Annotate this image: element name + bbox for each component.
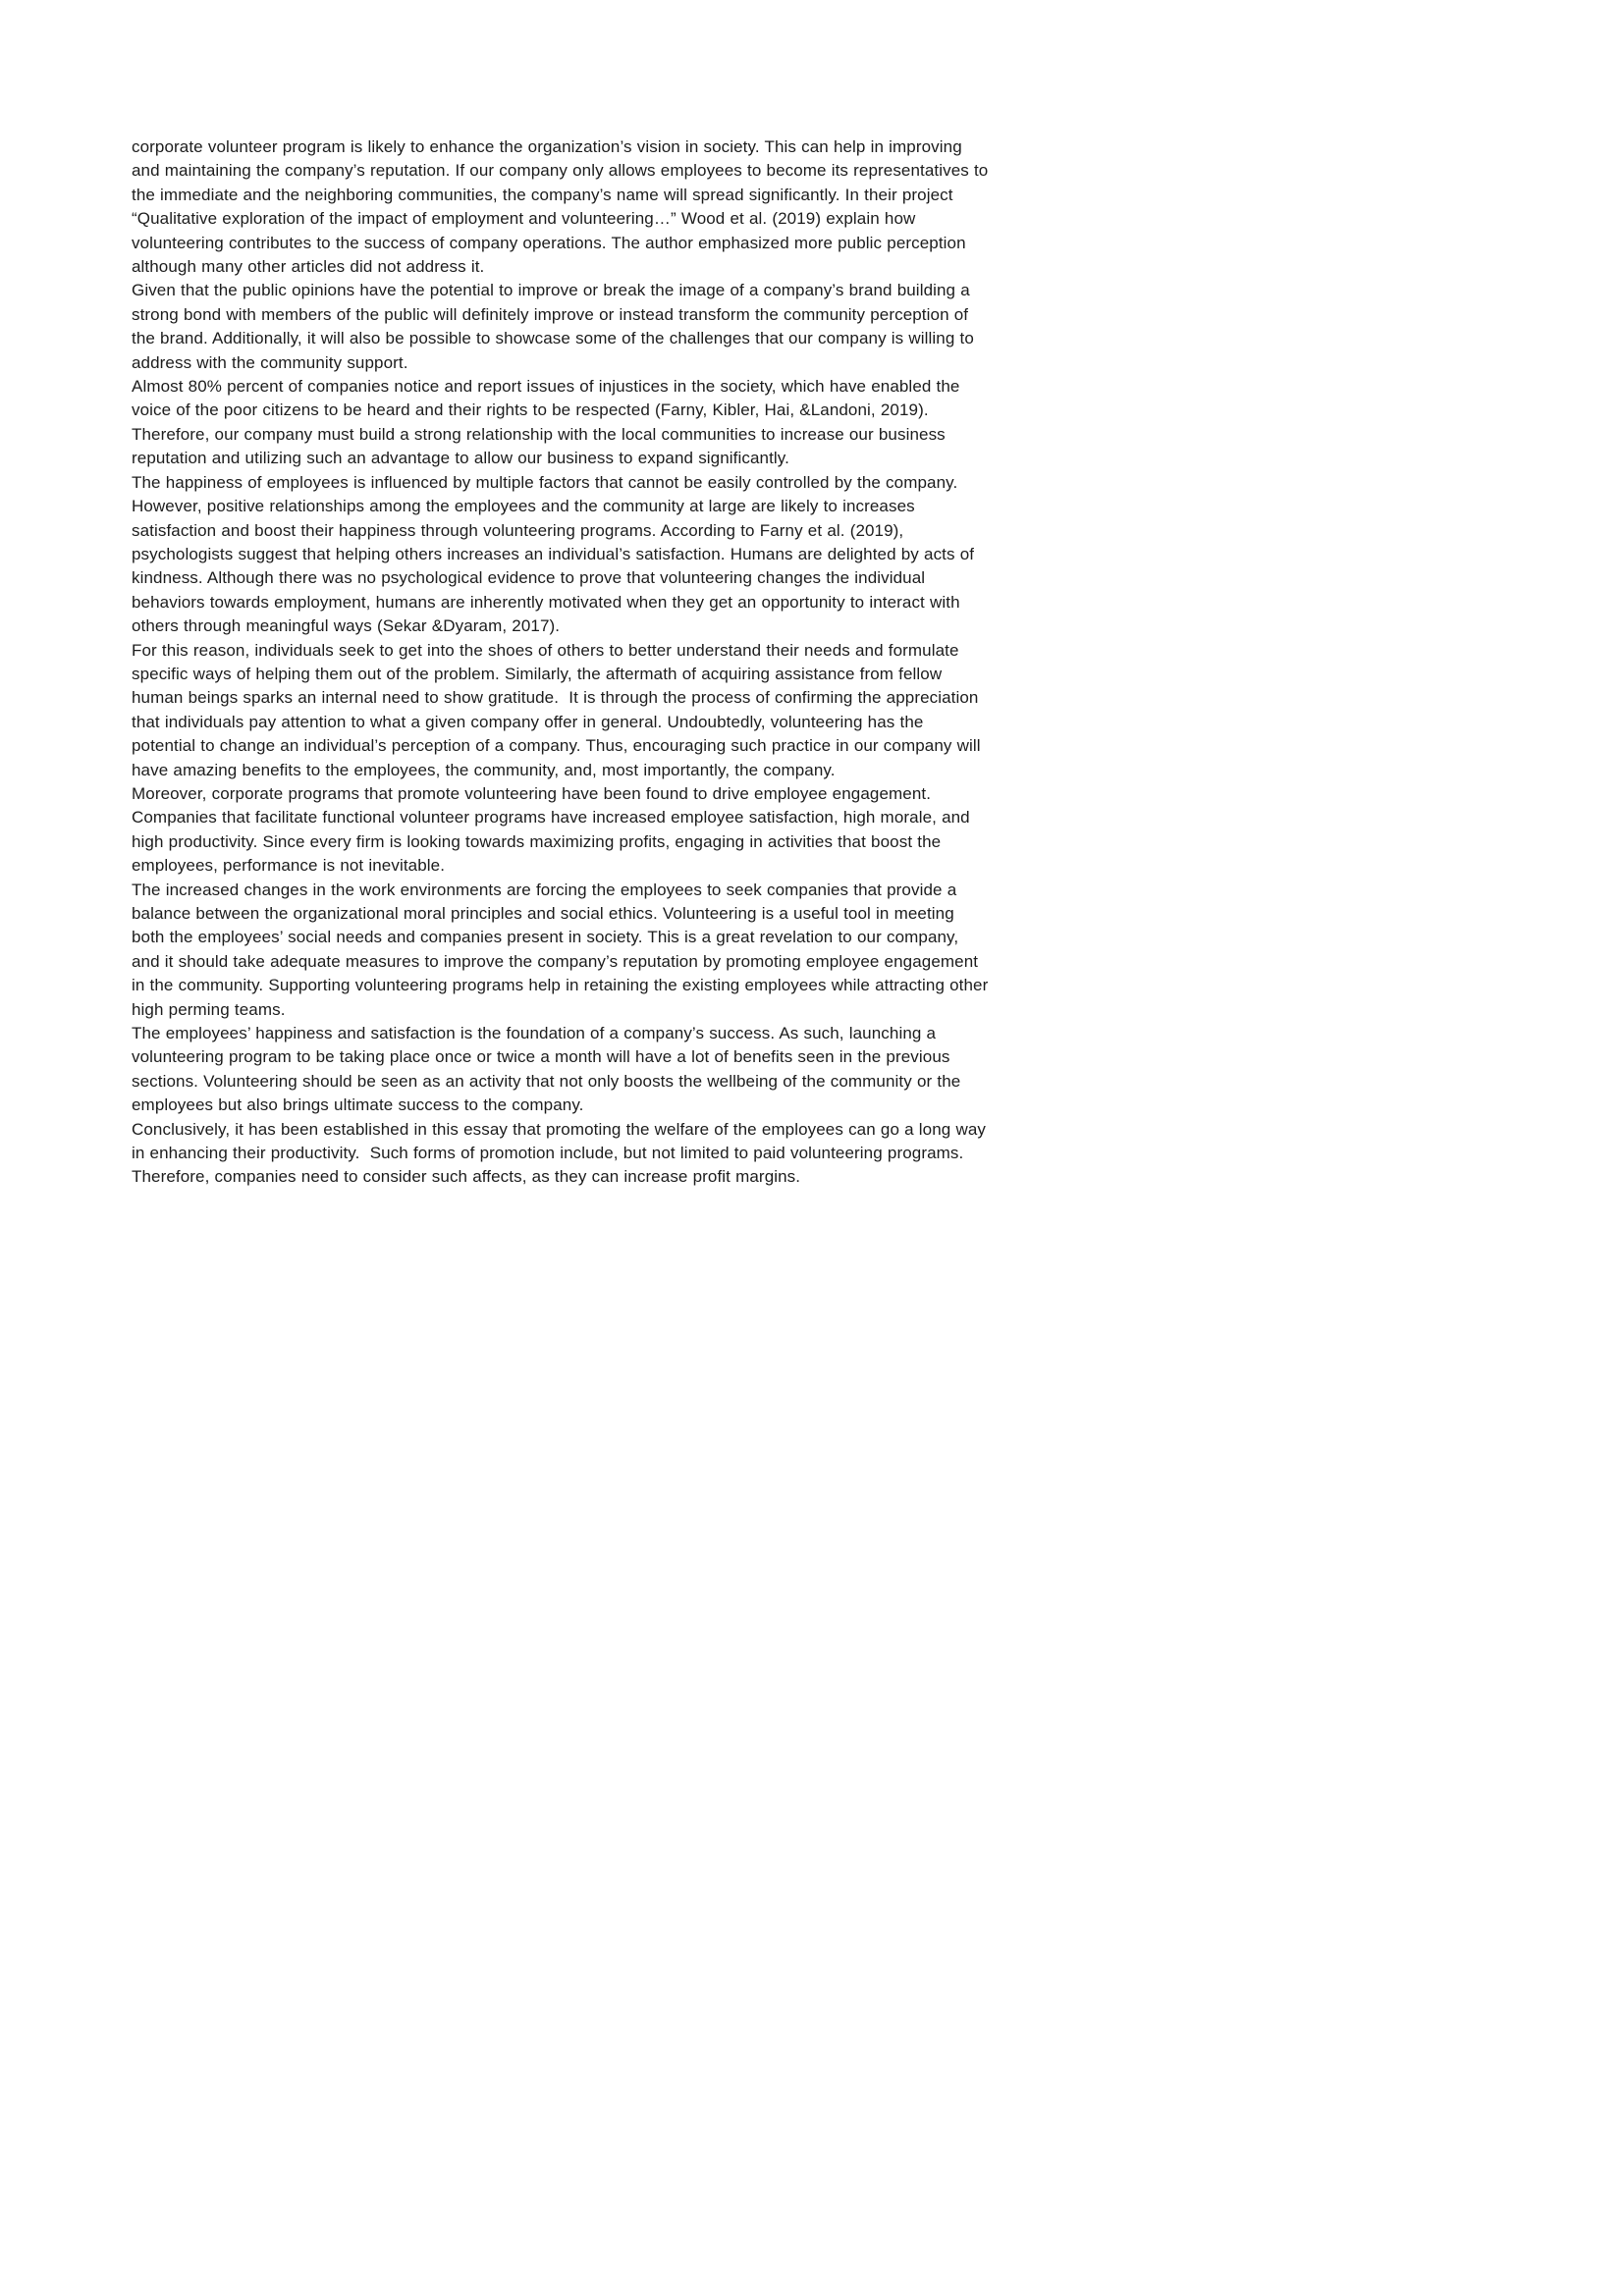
paragraph: The happiness of employees is influenced by multiple factors that cannot be easily controlled by the company. However, positive relationships among the employees and the community at large are likely to increases satisfaction and boost their happiness through volunteering programs. According to Farny et al. (2019), psychologists suggest that helping others increases an individual’s satisfaction. Humans are delighted by acts of kindness. Although there was no psychological evidence to prove that volunteering changes the individual behaviors towards employment, humans are inherently motivated when they get an opportunity to interact with others through meaningful ways (Sekar &Dyaram, 2017). [132, 472, 980, 636]
paragraph: The increased changes in the work environments are forcing the employees to seek companies that provide a balance between the organizational moral principles and social ethics. Volunteering is a useful tool in meeting both the employees’ social needs and companies present in society. This is a great revelation to our company, and it should take adequate measures to improve the company’s reputation by promoting employee engagement in the community. Supporting volunteering programs help in retaining the existing employees while attracting other high perming teams. [132, 880, 994, 1019]
paragraph: Almost 80% percent of companies notice and report issues of injustices in the society, which have enabled the voice of the poor citizens to be heard and their rights to be respected (Farny, Kibler, Hai, &Landoni, 2019). Therefore, our company must build a strong relationship with the local communities to increase our business reputation and utilizing such an advantage to allow our business to expand significantly. [132, 377, 965, 468]
paragraph: The employees’ happiness and satisfaction is the foundation of a company’s success. As such, launching a volunteering program to be taking place once or twice a month will have a lot of benefits seen in the previous sections. Volunteering should be seen as an activity that not only boosts the wellbeing of the community or the employees but also brings ultimate success to the company. [132, 1024, 966, 1115]
paragraph: Given that the public opinions have the potential to improve or break the image of a company’s brand building a strong bond with members of the public will definitely improve or instead transform the community perception of the brand. Additionally, it will also be possible to showcase some of the challenges that our company is willing to address with the community support. [132, 281, 980, 372]
paragraph: For this reason, individuals seek to get into the shoes of others to better understand their needs and formulate specific ways of helping them out of the problem. Similarly, the aftermath of acquiring assistance from fellow human beings sparks an internal need to show gratitude. It is through the process of confirming the appreciation that individuals pay attention to what a given company offer in general. Undoubtedly, volunteering has the potential to change an individual’s perception of a company. Thus, encouraging such practice in our company will have amazing benefits to the employees, the community, and, most importantly, the company. [132, 640, 986, 779]
paragraph: Moreover, corporate programs that promote volunteering have been found to drive employee engagement. Companies that facilitate functional volunteer programs have increased employee satisfaction, high morale, and high productivity. Since every firm is looking towards maximizing profits, engaging in activities that boost the employees, performance is not inevitable. [132, 783, 975, 876]
paragraph: Conclusively, it has been established in this essay that promoting the welfare of the employees can go a long way in enhancing their productivity. Such forms of promotion include, but not limited to paid volunteering programs. Therefore, companies need to consider such affects, as they can increase profit margins. [132, 1119, 992, 1187]
essay-body [132, 135, 994, 1190]
paragraph: corporate volunteer program is likely to enhance the organization’s vision in society. This can help in improving and maintaining the company’s reputation. If our company only allows employees to become its representatives to the immediate and the neighboring communities, the company’s name will spread significantly. In their project “Qualitative exploration of the impact of employment and volunteering…” Wood et al. (2019) explain how volunteering contributes to the success of company operations. The author emphasized more public perception although many other articles did not address it. [132, 137, 994, 277]
